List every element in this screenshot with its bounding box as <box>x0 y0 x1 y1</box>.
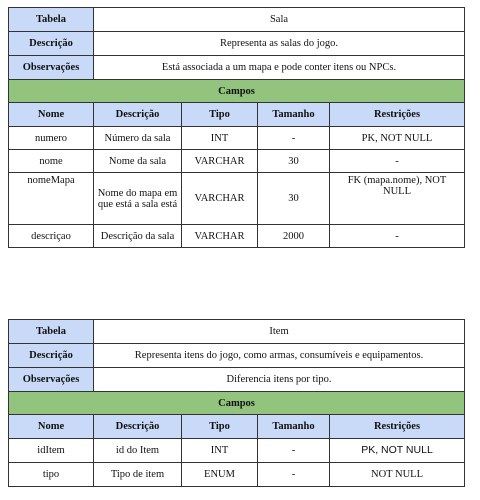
col-tipo-header: Tipo <box>182 103 258 127</box>
field-tipo: ENUM <box>182 463 258 487</box>
descricao-label: Descrição <box>9 32 94 56</box>
description-value: Representa as salas do jogo. <box>94 32 465 56</box>
col-restricoes-header: Restrições <box>330 103 465 127</box>
field-restricoes: FK (mapa.nome), NOT NULL <box>330 173 465 225</box>
field-descricao: id do Item <box>94 439 182 463</box>
observations-value: Está associada a um mapa e pode conter itens ou NPCs. <box>94 56 465 80</box>
field-nome: numero <box>9 127 94 150</box>
observacoes-label: Observações <box>9 56 94 80</box>
observations-row <box>9 368 465 392</box>
table-name-row <box>9 8 465 32</box>
data-dictionary-item <box>8 319 465 487</box>
table-name-value: Item <box>94 320 465 344</box>
table-row <box>9 173 465 225</box>
description-row <box>9 344 465 368</box>
field-tamanho: - <box>258 439 330 463</box>
field-tipo: VARCHAR <box>182 173 258 225</box>
data-dictionary-sala <box>8 7 465 248</box>
field-descricao: Nome da sala <box>94 150 182 173</box>
field-descricao: Número da sala <box>94 127 182 150</box>
col-descricao-header: Descrição <box>94 415 182 439</box>
field-nome: idItem <box>9 439 94 463</box>
tabela-label: Tabela <box>9 8 94 32</box>
field-tipo: VARCHAR <box>182 150 258 173</box>
column-header-row <box>9 103 465 127</box>
field-restricoes: - <box>330 225 465 248</box>
tabela-label: Tabela <box>9 320 94 344</box>
description-value: Representa itens do jogo, como armas, consumíveis e equipamentos. <box>94 344 465 368</box>
field-descricao: Nome do mapa em que está a sala está <box>94 173 182 225</box>
field-tipo: VARCHAR <box>182 225 258 248</box>
table-row <box>9 127 465 150</box>
col-descricao-header: Descrição <box>94 103 182 127</box>
field-tamanho: 30 <box>258 173 330 225</box>
descricao-label: Descrição <box>9 344 94 368</box>
field-restricoes: PK, NOT NULL <box>330 127 465 150</box>
field-nome: descriçao <box>9 225 94 248</box>
observacoes-label: Observações <box>9 368 94 392</box>
table-row <box>9 439 465 463</box>
col-nome-header: Nome <box>9 415 94 439</box>
column-header-row <box>9 415 465 439</box>
observations-row <box>9 56 465 80</box>
col-tamanho-header: Tamanho <box>258 103 330 127</box>
campos-header: Campos <box>9 80 465 103</box>
table-row <box>9 225 465 248</box>
field-tamanho: - <box>258 463 330 487</box>
field-descricao: Descrição da sala <box>94 225 182 248</box>
field-restricoes: PK, NOT NULL <box>330 439 465 463</box>
field-restricoes: NOT NULL <box>330 463 465 487</box>
campos-row <box>9 80 465 103</box>
field-nome: tipo <box>9 463 94 487</box>
field-tamanho: 30 <box>258 150 330 173</box>
field-restricoes: - <box>330 150 465 173</box>
field-tamanho: 2000 <box>258 225 330 248</box>
field-descricao: Tipo de item <box>94 463 182 487</box>
table-name-value: Sala <box>94 8 465 32</box>
table-row <box>9 150 465 173</box>
field-nome: nomeMapa <box>9 173 94 225</box>
campos-row <box>9 392 465 415</box>
col-tipo-header: Tipo <box>182 415 258 439</box>
field-tipo: INT <box>182 439 258 463</box>
description-row <box>9 32 465 56</box>
observations-value: Diferencia itens por tipo. <box>94 368 465 392</box>
campos-header: Campos <box>9 392 465 415</box>
table-row <box>9 463 465 487</box>
field-tamanho: - <box>258 127 330 150</box>
col-restricoes-header: Restrições <box>330 415 465 439</box>
col-nome-header: Nome <box>9 103 94 127</box>
table-name-row <box>9 320 465 344</box>
col-tamanho-header: Tamanho <box>258 415 330 439</box>
field-tipo: INT <box>182 127 258 150</box>
field-nome: nome <box>9 150 94 173</box>
